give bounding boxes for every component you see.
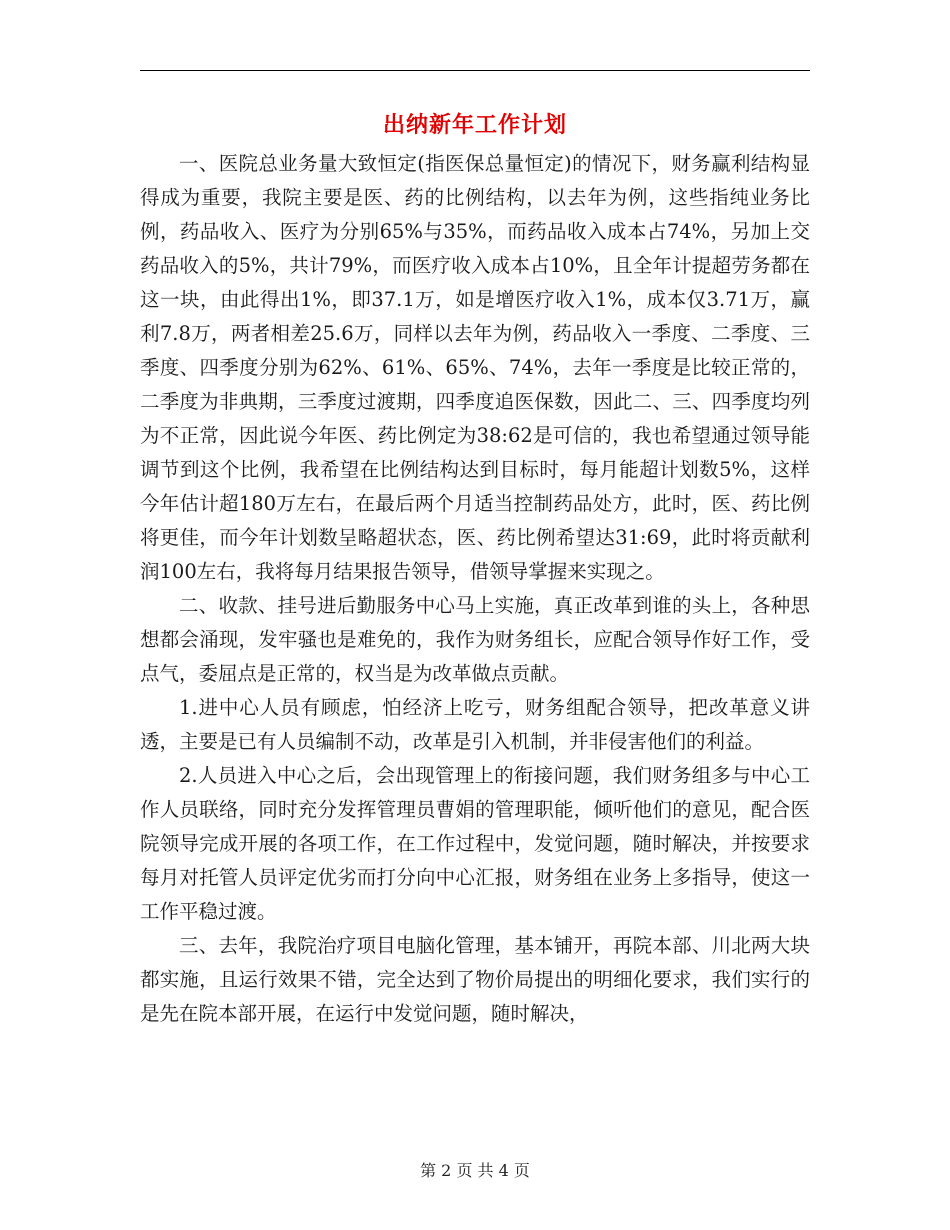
page-number-footer: 第 2 页 共 4 页 bbox=[420, 1161, 530, 1180]
document-title: 出纳新年工作计划 bbox=[382, 112, 567, 138]
paragraph-4: 2.人员进入中心之后，会出现管理上的衔接问题，我们财务组多与中心工作人员联络，同时充分发挥管理员曹娟的管理职能，倾听他们的意见，配合医院领导完成开展的各项工作，在工作过程中，发觉问题，随时解决，并按要求每月对托管人员评定优劣而打分向中心汇报，财务组在业务上多指导，使这一工作平稳过渡。 bbox=[140, 764, 810, 923]
document-body bbox=[140, 147, 810, 1031]
header-rule bbox=[140, 70, 810, 71]
paragraph-5: 三、去年，我院治疗项目电脑化管理，基本铺开，再院本部、川北两大块都实施，且运行效果不错，完全达到了物价局提出的明细化要求，我们实行的是先在院本部开展，在运行中发觉问题，随时解决， bbox=[140, 934, 810, 1025]
paragraph-2: 二、收款、挂号进后勤服务中心马上实施，真正改革到谁的头上，各种思想都会涌现，发牢骚也是难免的，我作为财务组长，应配合领导作好工作，受点气，委屈点是正常的，权当是为改革做点贡献。 bbox=[140, 594, 810, 685]
paragraph-1: 一、医院总业务量大致恒定(指医保总量恒定)的情况下，财务赢利结构显得成为重要，我院主要是医、药的比例结构，以去年为例，这些指纯业务比例，药品收入、医疗为分别65%与35%，而药品收入成本占74%，另加上交药品收入的5%，共计79%，而医疗收入成本占10%，且全年计提超劳务都在这一块，由此得出1%，即37.1万，如是增医疗收入1%，成本仅3.71万，赢利7.8万，两者相差25.6万，同样以去年为例，药品收入一季度、二季度、三季度、四季度分别为62%、61%、65%、74%，去年一季度是比较正常的，二季度为非典期，三季度过渡期，四季度追医保数，因此二、三、四季度均列为不正常，因此说今年医、药比例定为38:62是可信的，我也希望通过领导能调节到这个比例，我希望在比例结构达到目标时，每月能超计划数5%，这样今年估计超180万左右，在最后两个月适当控制药品处方，此时，医、药比例将更佳，而今年计划数呈略超状态，医、药比例希望达31:69，此时将贡献利润100左右，我将每月结果报告领导，借领导掌握来实现之。 bbox=[140, 152, 810, 583]
paragraph-3: 1.进中心人员有顾虑，怕经济上吃亏，财务组配合领导，把改革意义讲透，主要是已有人员编制不动，改革是引入机制，并非侵害他们的利益。 bbox=[140, 696, 810, 753]
